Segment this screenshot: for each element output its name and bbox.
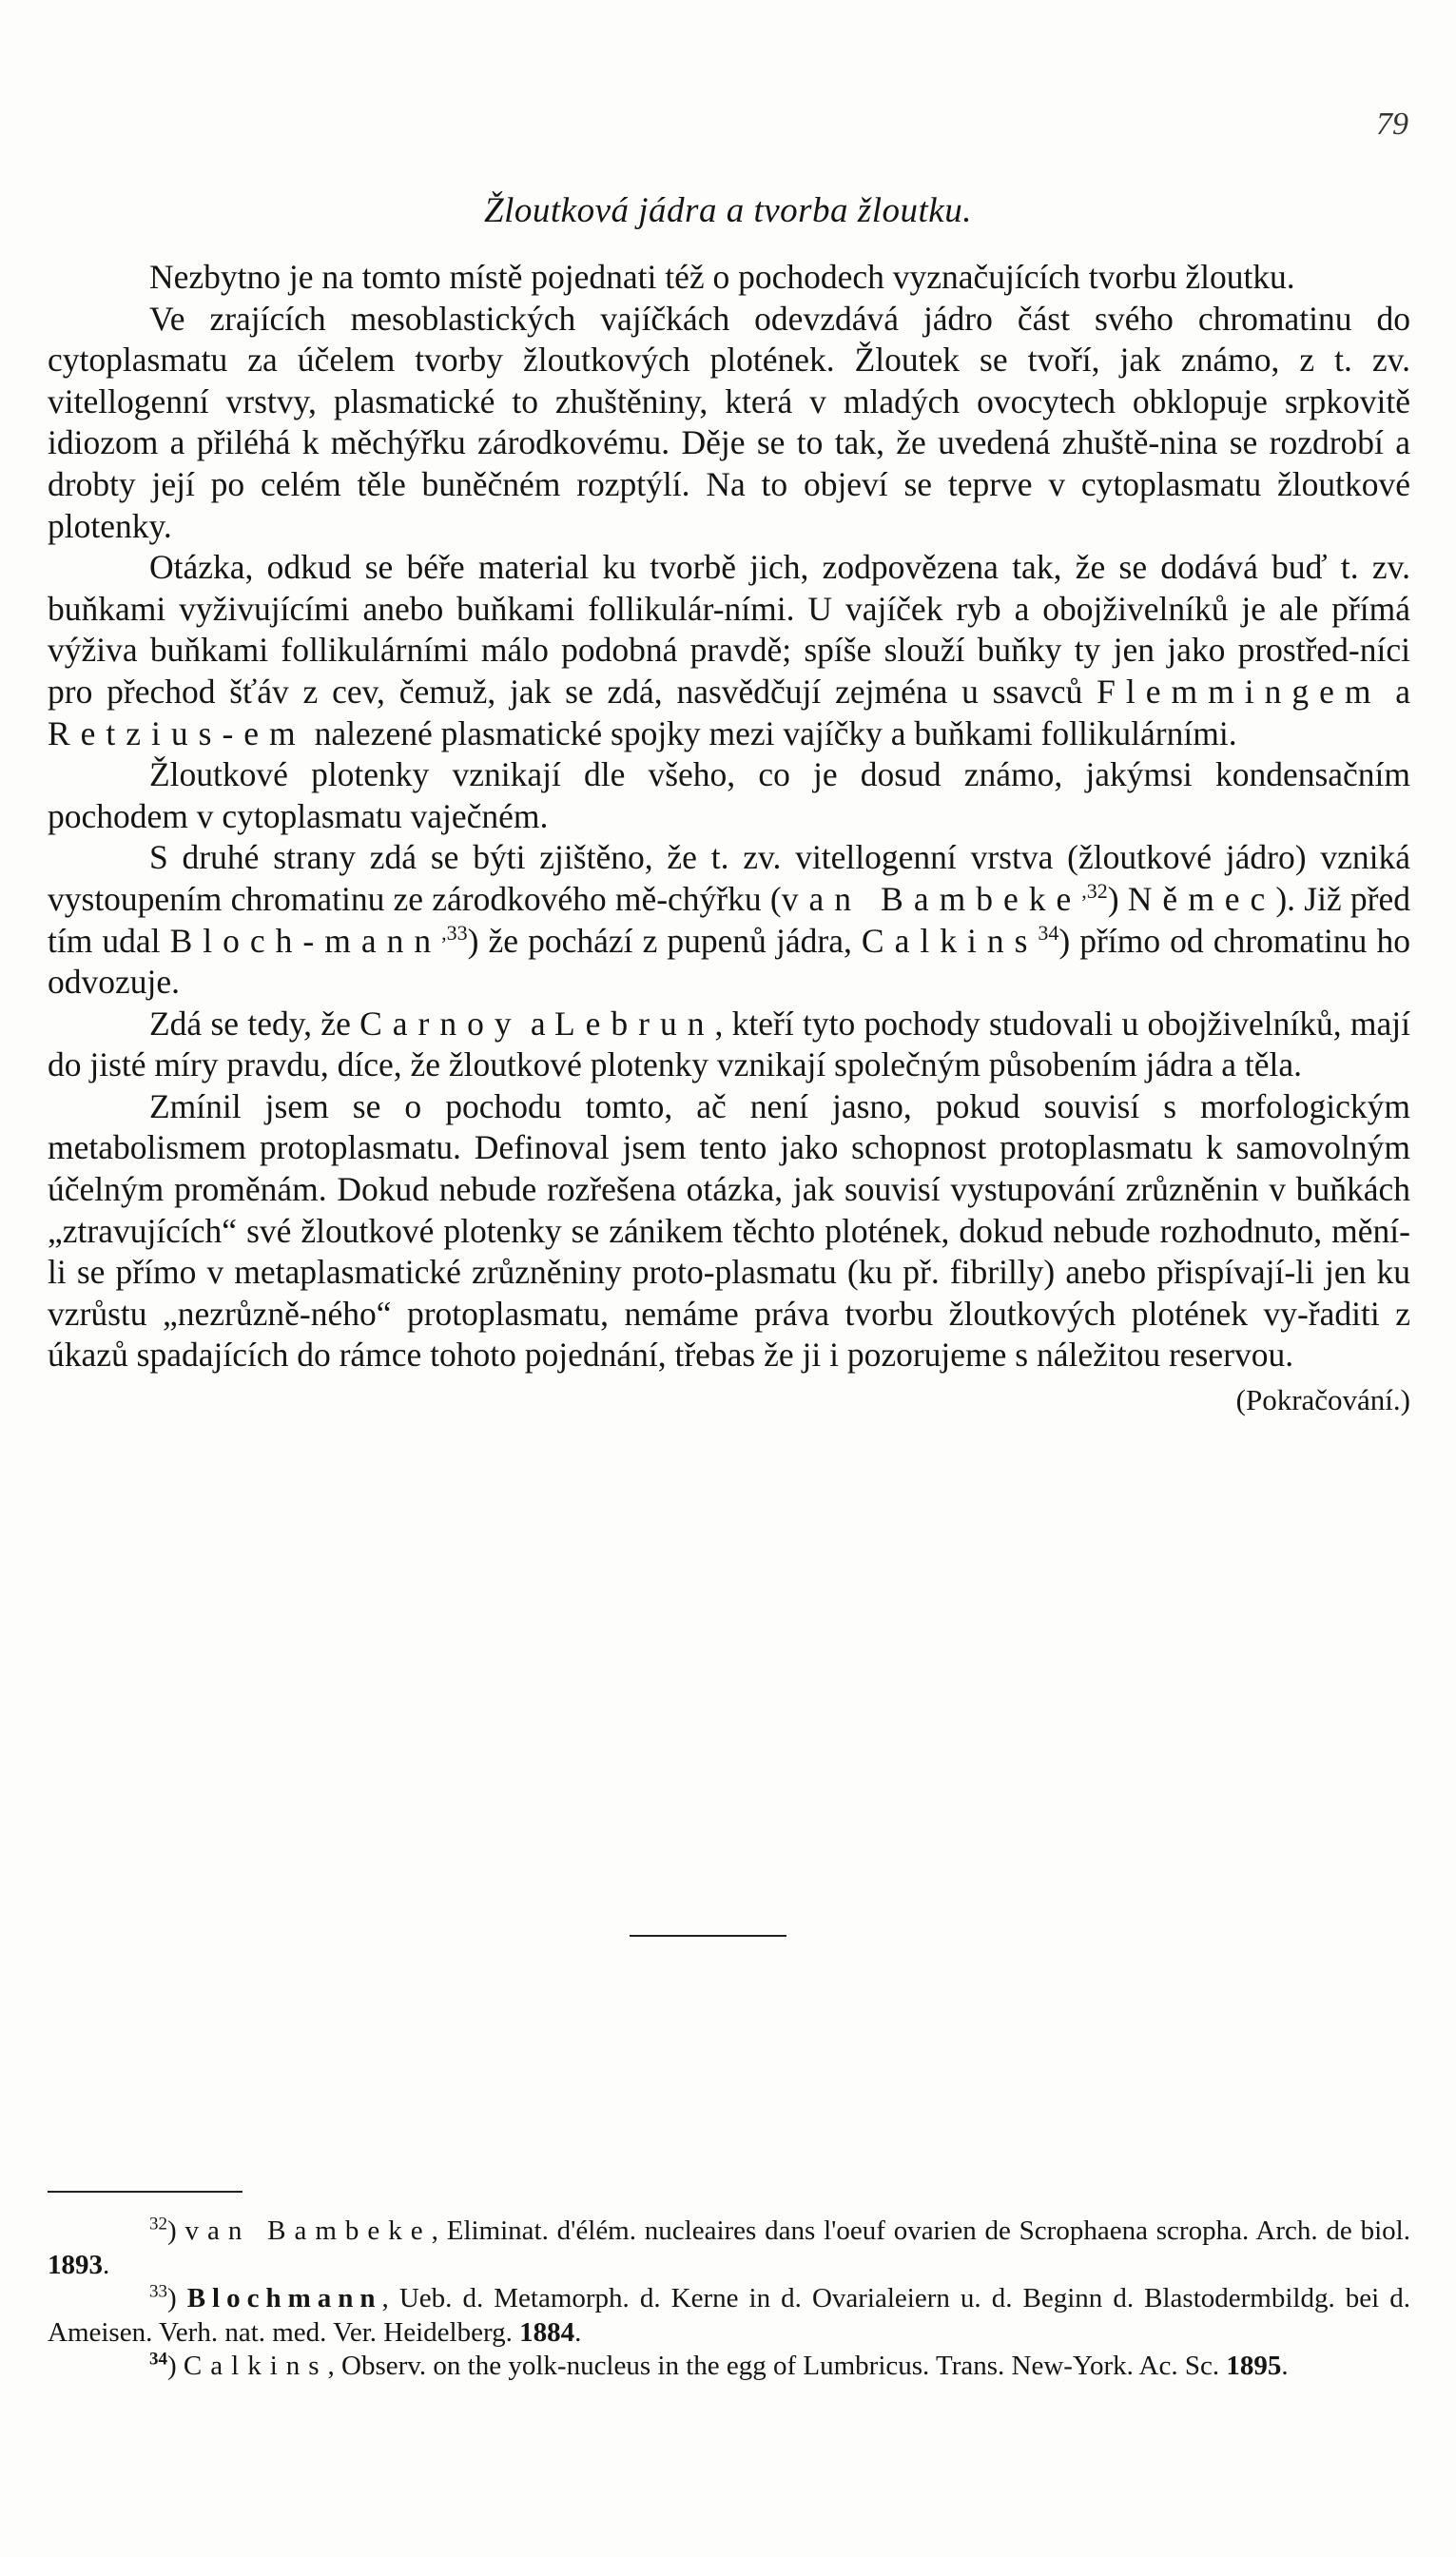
paragraph-3 xyxy=(48,547,1410,754)
footnote-year: 1893 xyxy=(48,2249,103,2280)
paragraph-6 xyxy=(48,1004,1410,1086)
p3-text-b: nalezené plasmatické spojky mezi vajíčky a buňkami follikulárními. xyxy=(305,713,1237,752)
footnotes xyxy=(48,2215,1410,2384)
footnote-end: . xyxy=(574,2316,582,2348)
author-lebrun: Lebrun xyxy=(553,1004,715,1043)
section-divider xyxy=(630,1935,786,1937)
footnote-ref-32: ,32 xyxy=(1081,879,1108,904)
footnote-end: . xyxy=(1281,2351,1289,2381)
p3-text-a: Otázka, odkud se béře material ku tvorbě jich, zodpovězena tak, že se dodává buď t. zv. buňkami vyživujícími anebo buňkami follikulár-ními. U vajíček ryb a obojživelníků je ale přímá výživa buňkami follikulárními málo podobná pravdě; spíše slouží buňky ty jen jako prostřed-níci pro přechod šťáv z cev, čemuž, jak se zdá, nasvědčují zejména u ssavců xyxy=(48,548,1410,711)
continuation-note: (Pokračování.) xyxy=(1235,1383,1410,1417)
author-flemming: Flemmingem xyxy=(1097,672,1382,711)
footnote-text: , Eliminat. d'élém. nucleaires dans l'oeuf ovarien de Scrophaena scropha. Arch. de biol. xyxy=(431,2215,1410,2246)
footnote-year: 1884 xyxy=(519,2316,575,2348)
p5-text-c2: ). Již před tím udal xyxy=(48,879,1410,960)
p5-text-c3: ) že pochází z pupenů jádra, xyxy=(467,921,862,960)
author-retzius: Retzius-em xyxy=(48,713,306,752)
footnote-number: 32 xyxy=(149,2214,167,2235)
author-blochmann: Bloch-mann xyxy=(169,921,442,960)
article-body xyxy=(48,257,1410,1421)
paragraph-2: Ve zrajících mesoblastických vajíčkách odevzdává jádro část svého chromatinu do cytoplasmatu za účelem tvorby žloutkových plotének. Žloutek se tvoří, jak známo, z t. zv. vitellogenní vrstvy, plasmatické to zhuštěniny, která v mladých ovocytech obklopuje srpkovitě idiozom a přiléhá k měchýřku zárodkovému. Děje se to tak, že uvedená zhuště-nina se rozdrobí a drobty její po celém těle buněčném rozptýlí. Na to objeví se teprve v cytoplasmatu žloutkové plotenky. xyxy=(48,299,1410,545)
p7-text: Zmínil jsem se o pochodu tomto, ač není jasno, pokud souvisí s morfologickým metabolismem protoplasmatu. Definoval jsem tento jako schopnost protoplasmatu k samovolným účelným proměnám. Dokud nebude rozřešena otázka, jak souvisí vystupování zrůzněnin v buňkách „ztravujících“ své žloutkové plotenky se zánikem těchto plotének, dokud nebude rozhodnuto, mění-li se přímo v metaplasmatické zrůzněniny proto-plasmatu (ku př. fibrilly) anebo přispívají-li jen ku vzrůstu „nezrůzně-ného“ protoplasmatu, nemáme práva tvorbu žloutkových plotének vy-řaditi z úkazů spadajících do rámce tohoto pojednání, třebas že ji i pozorujeme s náležitou reservou. xyxy=(48,1086,1410,1375)
p6-text-b: , kteří tyto pochody studovali u obojživelníků, mají do jisté míry pravdu, díce, že žloutkové plotenky vznikají společným působením jádra a těla. xyxy=(48,1004,1411,1084)
footnote-author: Blochmann xyxy=(186,2283,382,2313)
paragraph-7 xyxy=(48,1086,1410,1417)
footnote-divider xyxy=(48,2191,243,2193)
author-calkins: Calkins xyxy=(861,921,1039,960)
p5-text-c1: ) xyxy=(1107,879,1128,918)
p5-text-c4: ) přímo od chromatinu ho odvozuje. xyxy=(48,921,1410,1002)
footnote-ref-34: 34 xyxy=(1038,920,1059,945)
footnote-end: . xyxy=(103,2249,110,2280)
p5-text-a: S druhé strany zdá se býti zjištěno, že t. zv. vitellogenní vrstva (žloutkové jádro) vzniká vystoupením chromatinu ze zárodkového mě-chýřku ( xyxy=(48,838,1410,918)
footnote-32: $^{32}$) van Bambeke, Eliminat. d'élém. nucleaires dans l'oeuf ovarien de Scrophaena scropha. Arch. de biol. 1893. xyxy=(48,2214,1410,2280)
p6-join: a xyxy=(521,1004,554,1043)
author-nemec: Němec xyxy=(1127,879,1276,918)
author-van-bambeke: van Bambeke xyxy=(781,879,1082,918)
footnote-33: $^{33}$) Blochmann, Ueb. d. Metamorph. d. Kerne in d. Ovarialeiern u. d. Beginn d. Blastodermbildg. bei d. Ameisen. Verh. nat. med. Ver. Heidelberg. 1884. xyxy=(48,2281,1410,2348)
paragraph-5 xyxy=(48,837,1410,1003)
footnote-text: , Ueb. d. Metamorph. d. Kerne in d. Ovarialeiern u. d. Beginn d. Blastodermbildg. bei d. Ameisen. Verh. nat. med. Ver. Heidelberg. xyxy=(48,2283,1410,2348)
p3-join: a xyxy=(1381,672,1411,711)
paragraph-1: Nezbytno je na tomto místě pojednati též o pochodech vyznačujících tvorbu žloutku. xyxy=(149,258,1295,296)
footnote-number: 34 xyxy=(149,2349,167,2370)
paragraph-4: Žloutkové plotenky vznikají dle všeho, co je dosud známo, jakýmsi kondensačním pochodem v cytoplasmatu vaječném. xyxy=(48,755,1410,835)
footnote-34: $^{34}$) Calkins, Observ. on the yolk-nucleus in the egg of Lumbricus. Trans. New-York. Ac. Sc. 1895. xyxy=(149,2349,1289,2381)
footnote-text: , Observ. on the yolk-nucleus in the egg of Lumbricus. Trans. New-York. Ac. Sc. xyxy=(327,2351,1227,2381)
footnote-author: van Bambeke xyxy=(184,2215,432,2246)
footnote-year: 1895 xyxy=(1226,2351,1282,2381)
author-carnoy: Carnoy xyxy=(359,1004,522,1043)
footnote-number: 33 xyxy=(149,2281,167,2302)
p6-text-a: Zdá se tedy, že xyxy=(149,1004,360,1043)
footnote-author: Calkins xyxy=(183,2351,328,2381)
footnote-ref-33: ,33 xyxy=(441,920,468,945)
section-title: Žloutková jádra a tvorba žloutku. xyxy=(484,191,972,230)
page-number: 79 xyxy=(1376,107,1408,142)
